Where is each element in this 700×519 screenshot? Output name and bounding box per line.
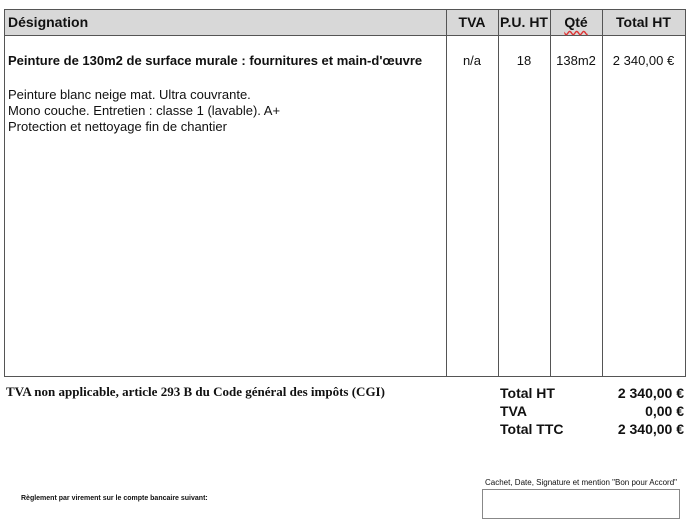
total-ttc-row [500,420,684,438]
line-item-tva: n/a [462,53,482,68]
header-qte [550,10,602,35]
tva-row [500,402,684,420]
line-item-quantity: 138m2 [556,53,596,68]
tva-label: TVA [500,403,527,419]
total-ht-row [500,384,684,402]
invoice-table [4,9,686,377]
description-line: Protection et nettoyage fin de chantier [8,119,227,134]
line-item-unit-price: 18 [516,53,532,68]
vat-legal-note: TVA non applicable, article 293 B du Code général des impôts (CGI) [6,384,385,399]
description-line: Peinture blanc neige mat. Ultra couvrante. [8,87,251,102]
signature-box [482,489,680,519]
header-total-ht: Total HT [616,14,671,30]
total-ht-value: 2 340,00 € [617,385,684,401]
line-item-description [8,87,280,135]
payment-note: Règlement par virement sur le compte bancaire suivant: [21,495,208,502]
total-ht-label: Total HT [500,385,555,401]
table-header [5,10,685,36]
header-tva: TVA [458,14,486,30]
line-item-title: Peinture de 130m2 de surface murale : fournitures et main-d'œuvre [8,53,423,68]
total-ttc-value: 2 340,00 € [617,421,684,437]
totals-block [500,384,684,438]
signature-caption: Cachet, Date, Signature et mention "Bon pour Accord" [485,478,678,487]
description-line: Mono couche. Entretien : classe 1 (lavable). A+ [8,103,281,118]
total-ttc-label: Total TTC [500,421,564,437]
header-qte-label: Qté [564,14,588,30]
header-pu-ht: P.U. HT [500,14,548,30]
header-designation: Désignation [8,14,89,30]
tva-value: 0,00 € [645,403,684,419]
line-item-total: 2 340,00 € [612,53,675,68]
